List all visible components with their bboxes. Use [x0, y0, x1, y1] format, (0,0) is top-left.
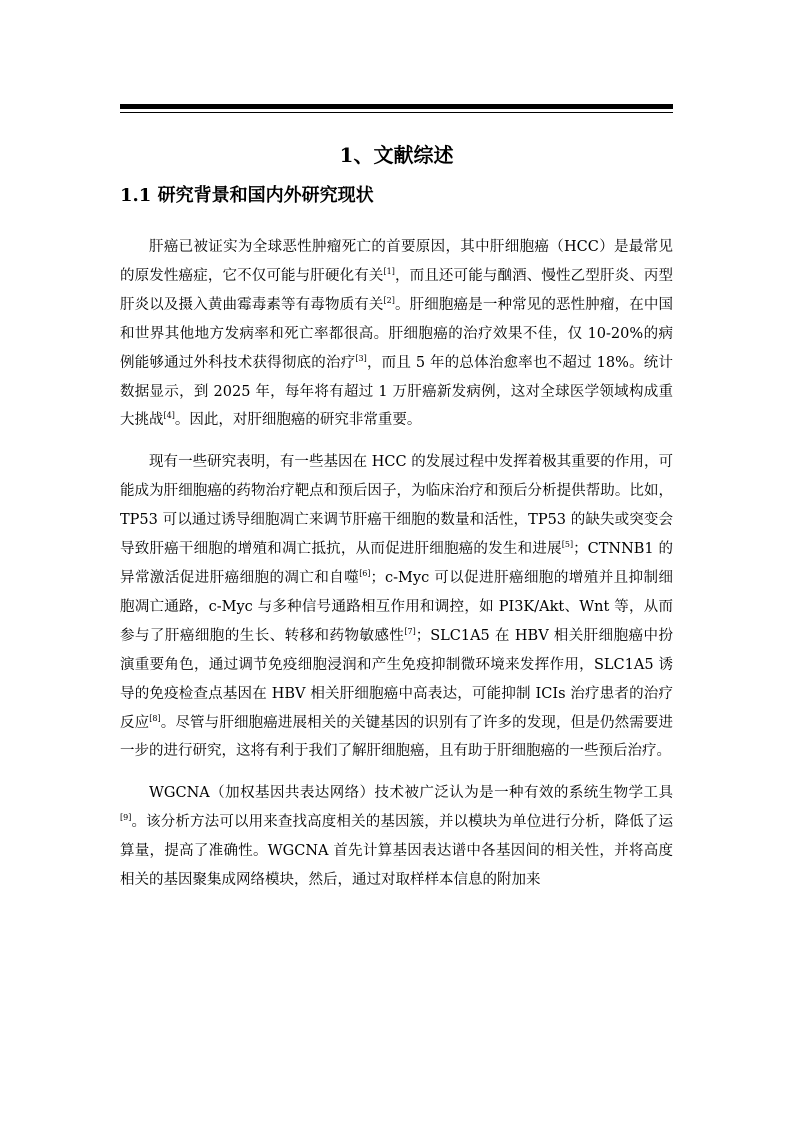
paragraph [120, 779, 673, 895]
paragraph-text: 。肝细胞癌是一种常见的恶性肿瘤，在中国和世界其他地方发病率和死亡率都很高。肝细胞癌的治疗效果不佳，仅 10-20%的病例能够通过外科技术获得彻底的治疗 [120, 296, 674, 371]
paragraph-text: 现有一些研究表明，有一些基因在 HCC 的发展过程中发挥着极其重要的作用，可能成为肝细胞癌的药物治疗靶点和预后因子，为临床治疗和预后分析提供帮助。比如，TP53 可以通过诱导细胞凋亡来调节肝癌干细胞的数量和活性，TP53 的缺失或突变会导致肝癌干细胞的增殖和凋亡抵抗，从而促进肝细胞癌的发生和进展 [120, 454, 673, 558]
citation-ref: [1] [383, 266, 395, 276]
paragraph-text: 。该分析方法可以用来查找高度相关的基因簇，并以模块为单位进行分析，降低了运算量，提高了准确性。WGCNA 首先计算基因表达谱中各基因间的相关性，并将高度相关的基因聚集成网络模块，然后，通过对取样样本信息的附加来 [120, 814, 673, 889]
paragraph-text: ；SLC1A5 在 HBV 相关肝细胞癌中扮演重要角色，通过调节免疫细胞浸润和产生免疫抑制微环境来发挥作用，SLC1A5 诱导的免疫检查点基因在 HBV 相关肝细胞癌中高表达，可能抑制 ICIs 治疗患者的治疗反应 [120, 627, 674, 731]
citation-ref: [9] [120, 813, 132, 823]
citation-ref: [6] [359, 568, 371, 578]
paragraph [120, 448, 673, 766]
citation-ref: [8] [149, 713, 161, 723]
paragraph-text: WGCNA（加权基因共表达网络）技术被广泛认为是一种有效的系统生物学工具 [149, 785, 673, 802]
paragraph-text: ，而且还可能与酗酒、慢性乙型肝炎、丙型肝炎以及摄入黄曲霉毒素等有毒物质有关 [120, 267, 674, 313]
paragraph-text: 肝癌已被证实为全球恶性肿瘤死亡的首要原因，其中肝细胞癌（HCC）是最常见的原发性癌症，它不仅可能与肝硬化有关 [120, 239, 673, 284]
citation-ref: [4] [163, 411, 175, 421]
header-rule-thick [120, 104, 673, 109]
paragraph [120, 233, 673, 435]
paragraph-text: 。尽管与肝细胞癌进展相关的关键基因的识别有了许多的发现，但是仍然需要进一步的进行研究，这将有利于我们了解肝细胞癌，且有助于肝细胞癌的一些预后治疗。 [120, 714, 673, 760]
citation-ref: [3] [355, 353, 367, 363]
header-rule-thin [120, 112, 673, 113]
paragraph-text: ；CTNNB1 的异常激活促进肝癌细胞的凋亡和自噬 [120, 541, 673, 586]
chapter-title: 1、文献综述 [339, 143, 454, 167]
citation-ref: [7] [404, 626, 416, 636]
paragraph-text: 。因此，对肝细胞癌的研究非常重要。 [174, 412, 422, 429]
section-title: 1.1 研究背景和国内外研究现状 [120, 185, 374, 206]
citation-ref: [5] [561, 540, 574, 550]
body-text [120, 233, 673, 908]
paragraph-text: ；c-Myc 可以促进肝癌细胞的增殖并且抑制细胞凋亡通路，c-Myc 与多种信号通路相互作用和调控，如 PI3K/Akt、Wnt 等，从而参与了肝癌细胞的生长、转移和药物敏感性 [120, 569, 673, 644]
citation-ref: [2] [383, 295, 395, 305]
paragraph-text: ，而且 5 年的总体治愈率也不超过 18%。统计数据显示，到 2025 年，每年将有超过 1 万肝癌新发病例，这对全球医学领域构成重大挑战 [120, 354, 673, 429]
